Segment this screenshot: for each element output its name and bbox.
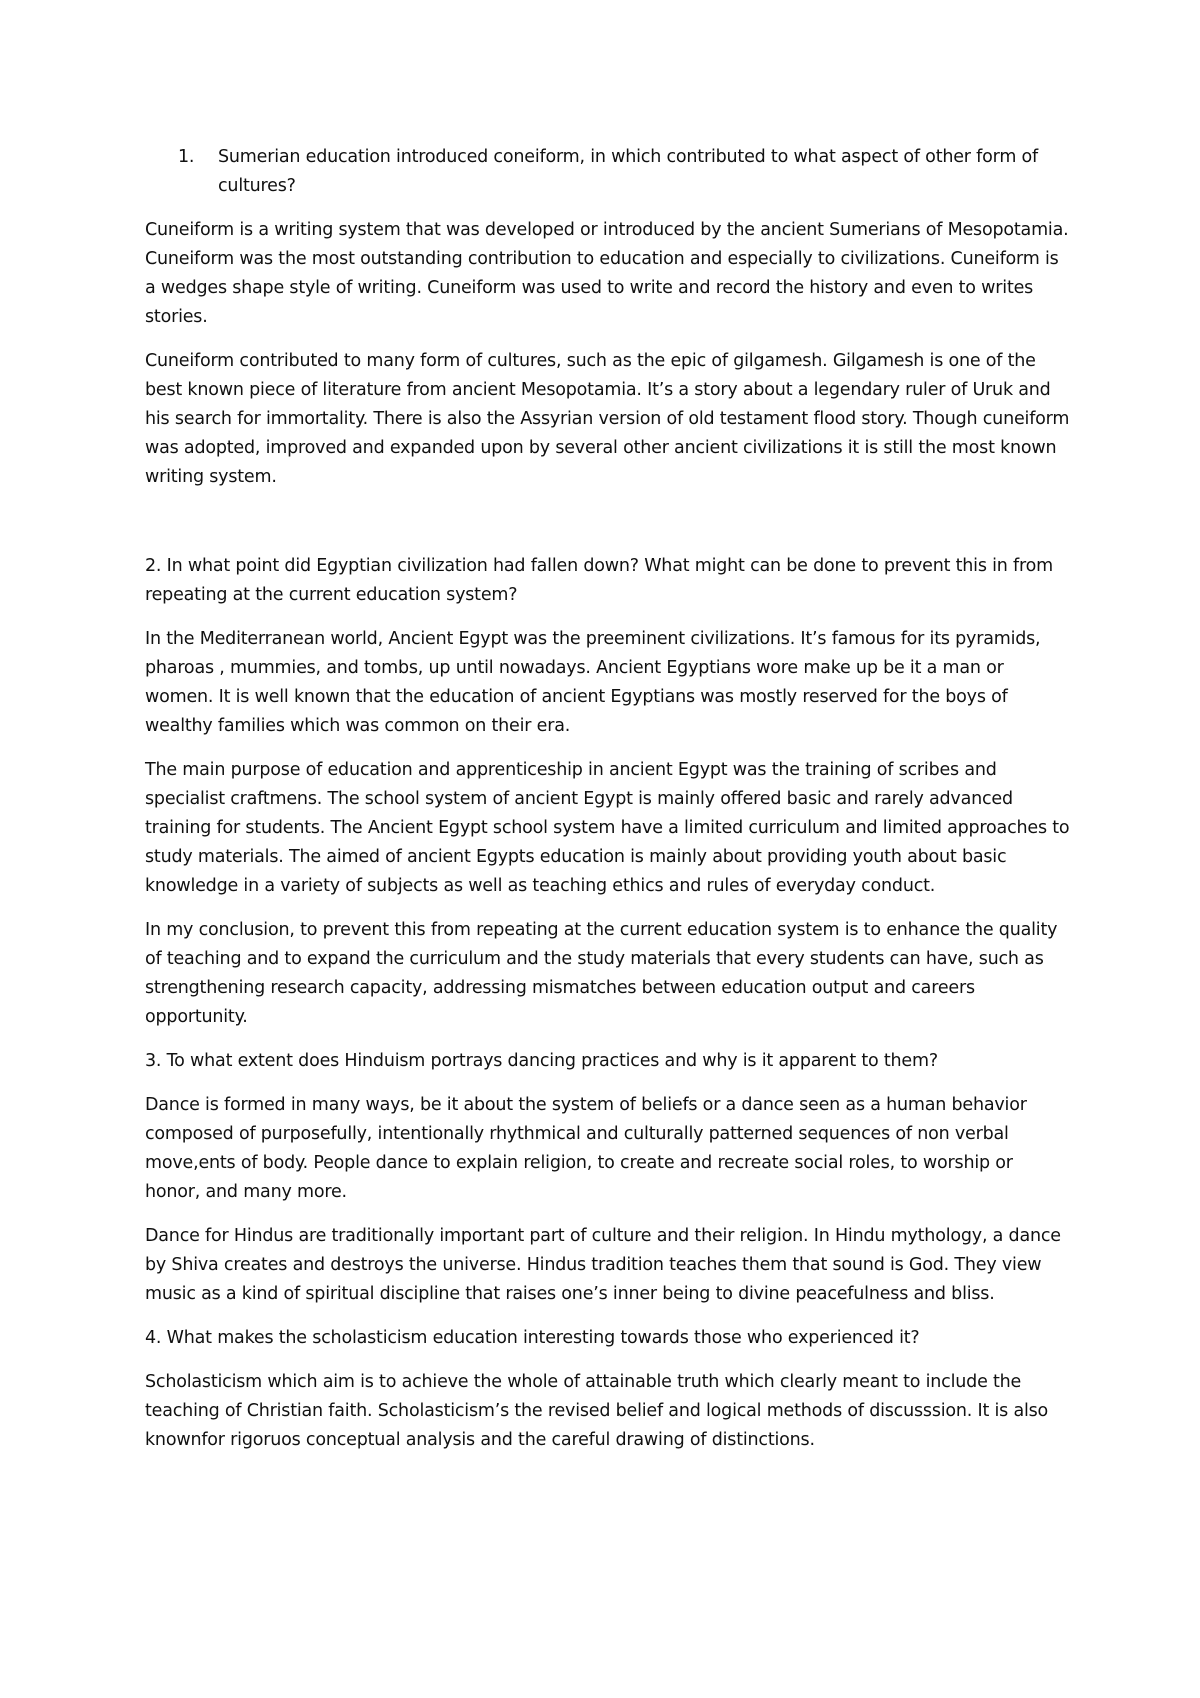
- answer-2-paragraph-1: In the Mediterranean world, Ancient Egypt was the preeminent civilizations. It’s famous for its pyramids, pharoas , mummies, and tombs, up until nowadays. Ancient Egyptians wore make up be it a man or women. It is well known that the education of ancient Egyptians was mostly reserved for the boys of wealthy families which was common on their era.: [145, 629, 1041, 736]
- answer-4-paragraph-1: Scholasticism which aim is to achieve the whole of attainable truth which clearly meant to include the teaching of Christian faith. Scholasticism’s the revised belief and logical methods of discusssion. It is also knownfor rigoruos conceptual analysis and the careful drawing of distinctions.: [145, 1372, 1049, 1450]
- question-2: 2. In what point did Egyptian civilization had fallen down? What might can be done to prevent this in from repeating at the current education system?: [145, 556, 1053, 605]
- question-3: 3. To what extent does Hinduism portrays dancing practices and why is it apparent to them?: [145, 1051, 938, 1071]
- question-4: 4. What makes the scholasticism education interesting towards those who experienced it?: [145, 1328, 920, 1348]
- answer-2-paragraph-3: In my conclusion, to prevent this from repeating at the current education system is to enhance the quality of teaching and to expand the curriculum and the study materials that every students can have, such as strengthening research capacity, addressing mismatches between education output and careers opportunity.: [145, 920, 1058, 1027]
- answer-3-paragraph-1: Dance is formed in many ways, be it about the system of beliefs or a dance seen as a human behavior composed of purposefully, intentionally rhythmical and culturally patterned sequences of non verbal move,ents of body. People dance to explain religion, to create and recreate social roles, to worship or honor, and many more.: [145, 1095, 1027, 1202]
- section-gap: [145, 507, 1070, 552]
- answer-1-paragraph-2: Cuneiform contributed to many form of cultures, such as the epic of gilgamesh. Gilgamesh is one of the best known piece of literature from ancient Mesopotamia. It’s a story about a legendary ruler of Uruk and his search for immortality. There is also the Assyrian version of old testament flood story. Though cuneiform was adopted, improved and expanded upon by several other ancient civilizations it is still the most known writing system.: [145, 351, 1070, 487]
- answer-1-paragraph-1: Cuneiform is a writing system that was developed or introduced by the ancient Sumerians of Mesopotamia. Cuneiform was the most outstanding contribution to education and especially to civilizations. Cuneiform is a wedges shape style of writing. Cuneiform was used to write and record the history and even to writes stories.: [145, 220, 1069, 327]
- question-1: [145, 143, 1070, 201]
- answer-2-paragraph-2: The main purpose of education and apprenticeship in ancient Egypt was the training of scribes and specialist craftmens. The school system of ancient Egypt is mainly offered basic and rarely advanced training for students. The Ancient Egypt school system have a limited curriculum and limited approaches to study materials. The aimed of ancient Egypts education is mainly about providing youth about basic knowledge in a variety of subjects as well as teaching ethics and rules of everyday conduct.: [145, 760, 1070, 896]
- answer-3-paragraph-2: Dance for Hindus are traditionally important part of culture and their religion. In Hindu mythology, a dance by Shiva creates and destroys the universe. Hindus tradition teaches them that sound is God. They view music as a kind of spiritual discipline that raises one’s inner being to divine peacefulness and bliss.: [145, 1226, 1061, 1304]
- question-1-text: Sumerian education introduced coneiform, in which contributed to what aspect of other form of cultures?: [218, 147, 1038, 196]
- document-page: [145, 143, 1070, 1470]
- question-1-number: 1.: [178, 147, 195, 167]
